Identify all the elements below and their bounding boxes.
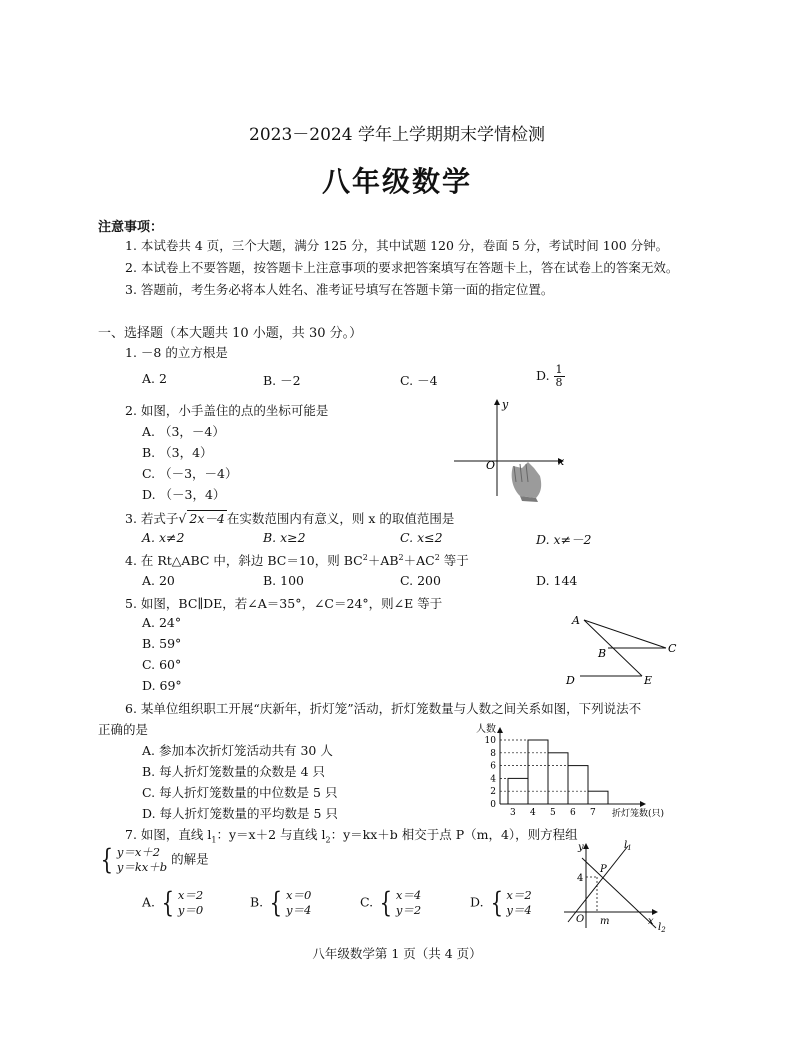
q2-option-c: C. （－3，－4） <box>142 466 238 481</box>
chart-bar <box>548 753 568 804</box>
q7-stem-pre: 7. 如图，直线 l <box>125 827 212 842</box>
q5-line-ac <box>584 620 666 648</box>
q1-option-c: C. －4 <box>400 373 438 388</box>
q7-fig-p: P <box>600 864 607 875</box>
q7-stem-post: 的解是 <box>171 851 209 867</box>
q4-sq3: 2 <box>434 552 440 562</box>
q2-y-label: y <box>502 398 509 411</box>
chart-y-tick-label: 4 <box>490 774 496 785</box>
q7-fig-o: O <box>576 914 585 925</box>
q2-y-arrow <box>494 399 500 405</box>
q1-option-b: B. －2 <box>263 373 301 388</box>
q5-option-c: C. 60° <box>142 657 182 672</box>
notice-item-2: 2. 本试卷上不要答题，按答题卡上注意事项的要求把答案填写在答题卡上，答在试卷上的答案无效。 <box>125 260 679 275</box>
q7-stem-mid1: ：y＝x＋2 与直线 l <box>216 827 326 842</box>
q7-line-l1 <box>568 846 628 922</box>
q1-fraction-num: 1 <box>555 363 563 376</box>
q7-sub-1: 1 <box>211 835 217 845</box>
q7-stem <box>125 825 578 845</box>
q1-option-a: A. 2 <box>142 371 167 386</box>
q7-option-a-system <box>159 888 203 918</box>
q5-option-d: D. 69° <box>142 678 182 693</box>
q7-fig-x: x <box>648 916 654 927</box>
q5-label-b: B <box>598 647 607 660</box>
q7-option-a-line1: x＝2 <box>177 888 204 902</box>
q4-stem-post: 等于 <box>439 553 469 568</box>
q7-option-d-line2: y＝4 <box>506 903 532 917</box>
q5-option-a: A. 24° <box>142 615 182 630</box>
q1-option-d <box>536 364 565 389</box>
q7-option-d <box>470 888 532 918</box>
q7-option-c-prefix: C. <box>360 894 374 910</box>
q7-fig-l1-sub: 1 <box>627 844 632 852</box>
q5-label-c: C <box>668 642 677 655</box>
q7-fig-l1-main: l <box>624 840 628 851</box>
q7-option-d-prefix: D. <box>470 894 484 910</box>
q7-option-d-system <box>488 888 532 918</box>
brace-icon: { <box>269 886 283 919</box>
q7-option-a <box>142 888 203 918</box>
chart-y-arrow <box>497 727 503 733</box>
chart-x-tick-label: 7 <box>590 808 596 818</box>
q1-fraction-den: 8 <box>555 376 563 389</box>
q7-x-arrow <box>652 909 658 915</box>
q1-stem: 1. －8 的立方根是 <box>125 345 228 360</box>
chart-y-tick-label: 6 <box>490 761 496 772</box>
notice-item-1: 1. 本试卷共 4 页，三个大题，满分 125 分，其中试题 120 分，卷面 5 分，考试时间 100 分钟。 <box>125 238 669 253</box>
q2-option-a: A. （3，－4） <box>142 424 225 439</box>
q6-stem-line1: 6. 某单位组织职工开展“庆新年，折灯笼”活动，折灯笼数量与人数之间关系如图，下列说法不 <box>125 701 642 716</box>
q7-option-b <box>250 888 311 918</box>
q4-option-d: D. 144 <box>536 573 578 588</box>
q7-option-b-line2: y＝4 <box>285 903 312 917</box>
chart-bar <box>528 740 548 804</box>
q3-stem <box>125 509 454 527</box>
chart-x-tick-label: 4 <box>530 808 536 818</box>
q7-fig-l2-main: l <box>658 922 662 933</box>
q7-y-arrow <box>583 843 589 849</box>
q4-sq1: 2 <box>362 552 368 562</box>
q6-bar-chart <box>470 720 690 820</box>
q7-fig-m: m <box>600 916 610 927</box>
chart-x-tick-label: 5 <box>550 808 556 818</box>
q1-fraction <box>554 364 565 389</box>
q2-stem: 2. 如图，小手盖住的点的坐标可能是 <box>125 403 329 418</box>
q7-figure <box>560 838 672 934</box>
chart-bar <box>568 766 588 804</box>
brace-icon: { <box>161 886 175 919</box>
q4-mid1: ＋AB <box>367 553 399 568</box>
q5-figure <box>560 610 690 690</box>
chart-bar <box>588 791 608 804</box>
chart-x-arrow <box>640 801 646 807</box>
q6-chart-marks <box>485 727 646 818</box>
q7-fig-l2 <box>658 922 666 934</box>
q5-label-d: D <box>566 674 575 687</box>
q5-option-b: B. 59° <box>142 636 182 651</box>
q7-option-c-line2: y＝2 <box>395 903 422 917</box>
q7-option-d-lines <box>506 888 531 918</box>
q3-radicand: 2x－4 <box>189 511 225 526</box>
q2-origin-label: O <box>486 459 496 472</box>
brace-icon: { <box>100 843 114 876</box>
chart-x-tick-label: 6 <box>570 808 576 818</box>
q2-x-label: x <box>558 455 565 468</box>
q7-sub-2: 2 <box>325 835 331 845</box>
notice-item-3: 3. 答题前，考生务必将本人姓名、准考证号填写在答题卡第一面的指定位置。 <box>125 282 554 297</box>
q7-system-line2: y＝kx＋b <box>116 860 168 874</box>
page-footer: 八年级数学第 1 页（共 4 页） <box>312 946 482 961</box>
q5-stem: 5. 如图，BC∥DE，若∠A＝35°，∠C＝24°，则∠E 等于 <box>125 596 443 611</box>
chart-y-tick-label: 10 <box>484 736 496 746</box>
q4-stem <box>125 551 469 569</box>
q4-option-b: B. 100 <box>263 573 304 588</box>
q7-fig-y: y <box>578 842 584 853</box>
q3-option-d: D. x≠－2 <box>536 532 592 547</box>
q1-option-d-prefix: D. <box>536 368 550 383</box>
chart-y-tick-label: 8 <box>490 748 496 759</box>
q4-option-a: A. 20 <box>142 573 175 588</box>
q6-option-b: B. 每人折灯笼数量的众数是 4 只 <box>142 764 326 779</box>
q7-option-b-line1: x＝0 <box>285 888 312 902</box>
q7-option-c <box>360 888 421 918</box>
q7-equation-system <box>98 845 167 875</box>
q3-option-b: B. x≥2 <box>263 530 306 545</box>
q7-fig-l2-sub: 2 <box>661 926 666 934</box>
q2-option-d: D. （－3，4） <box>142 487 226 502</box>
q4-stem-pre: 4. 在 Rt△ABC 中，斜边 BC＝10，则 BC <box>125 553 363 568</box>
q6-chart-ylabel: 人数 <box>476 724 496 735</box>
q7-option-d-line1: x＝2 <box>506 888 532 902</box>
q4-mid2: ＋AC <box>403 553 435 568</box>
q3-stem-pre: 3. 若式子 <box>125 511 179 526</box>
q6-option-d: D. 每人折灯笼数量的平均数是 5 只 <box>142 806 338 821</box>
q7-option-c-line1: x＝4 <box>395 888 422 902</box>
q2-figure <box>450 396 570 506</box>
brace-icon: { <box>490 886 503 919</box>
radical-sign-icon: √ <box>178 511 187 526</box>
q7-option-c-system <box>377 888 421 918</box>
q7-line-l2 <box>582 858 656 928</box>
q7-system <box>98 845 209 875</box>
exam-subtitle: 2023－2024 学年上学期期末学情检测 <box>249 125 545 145</box>
q7-system-lines <box>117 845 167 875</box>
q5-label-e: E <box>644 674 653 687</box>
q6-chart-xlabel: 折灯笼数(只) <box>612 809 665 819</box>
chart-y-tick-label: 2 <box>490 787 496 798</box>
q4-option-c: C. 200 <box>400 573 441 588</box>
section-heading: 一、选择题（本大题共 10 小题，共 30 分。） <box>98 326 363 341</box>
q7-fig-four: 4 <box>577 873 584 884</box>
hand-icon <box>512 462 542 502</box>
q2-option-b: B. （3，4） <box>142 445 213 460</box>
q3-option-c: C. x≤2 <box>400 530 443 545</box>
q7-stem-mid2: ：y＝kx＋b 相交于点 P（m，4），则方程组 <box>330 827 578 842</box>
q3-stem-post: 在实数范围内有意义，则 x 的取值范围是 <box>226 511 455 526</box>
q5-label-a: A <box>572 614 580 627</box>
brace-icon: { <box>379 886 393 919</box>
chart-y-tick-label: 0 <box>490 800 496 810</box>
q7-option-b-system <box>267 888 311 918</box>
q6-option-a: A. 参加本次折灯笼活动共有 30 人 <box>142 743 333 758</box>
q7-option-c-lines <box>396 888 421 918</box>
exam-title: 八年级数学 <box>321 165 472 198</box>
chart-x-tick-label: 3 <box>510 808 516 818</box>
notice-heading: 注意事项： <box>98 220 164 235</box>
q7-fig-l1 <box>624 840 632 852</box>
q6-stem-line2: 正确的是 <box>98 722 149 737</box>
q7-option-a-prefix: A. <box>142 894 156 910</box>
q7-option-a-lines <box>178 888 203 918</box>
q7-option-b-prefix: B. <box>250 894 264 910</box>
q3-option-a: A. x≠2 <box>142 530 185 545</box>
q6-option-c: C. 每人折灯笼数量的中位数是 5 只 <box>142 785 338 800</box>
q7-option-a-line2: y＝0 <box>177 903 204 917</box>
q7-system-line1: y＝x＋2 <box>116 845 161 859</box>
q7-option-b-lines <box>286 888 311 918</box>
q4-sq2: 2 <box>398 552 404 562</box>
